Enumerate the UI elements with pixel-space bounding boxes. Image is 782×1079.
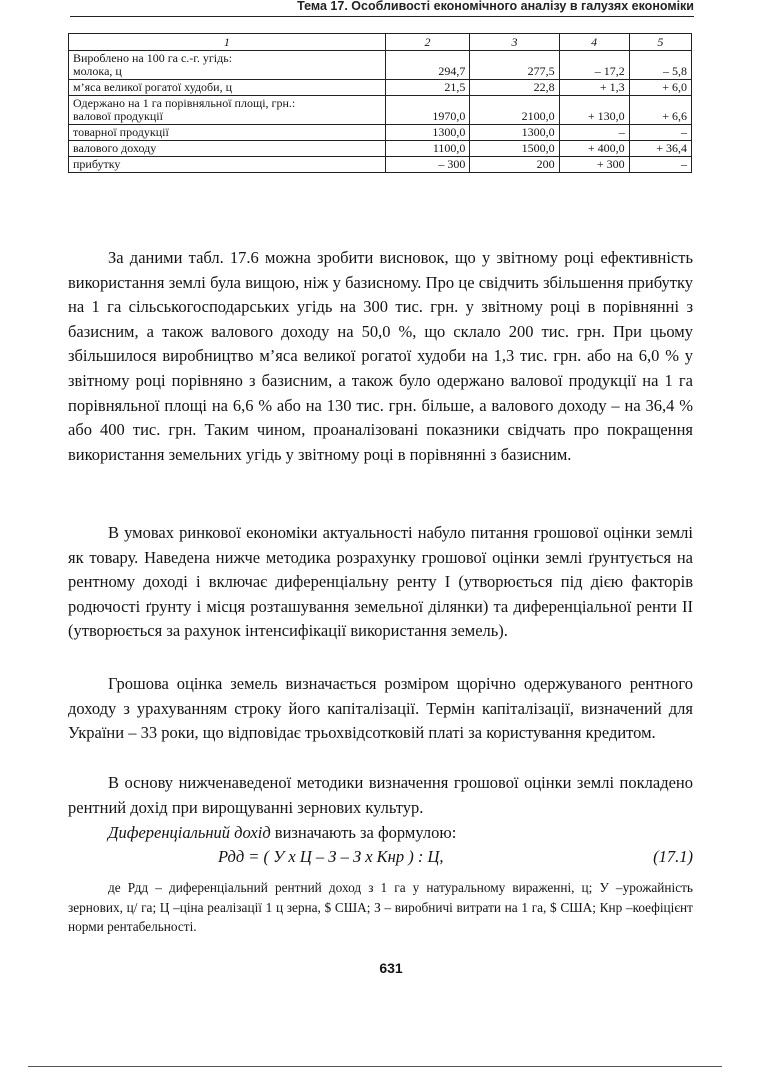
paragraph: Грошова оцінка земель визначається розміром щорічно одержуваного рентного доходу з урахуванням строку його капіталізації. Термін капіталізації, визначений для України – 33 роки, що відповідає трьохвідсотковій платі за користування кредитом. (68, 674, 693, 743)
row-value: 21,5 (385, 80, 470, 96)
row-value: – 17,2 (559, 51, 629, 80)
row-label-line: Вироблено на 100 га с.-г. угідь: (73, 51, 233, 65)
row-label (69, 51, 386, 80)
row-value: + 1,3 (559, 80, 629, 96)
row-label (69, 80, 386, 96)
row-value: 22,8 (470, 80, 559, 96)
table-row (69, 141, 692, 157)
row-label-line: м’яса великої рогатої худоби, ц (73, 80, 232, 94)
row-label-line: Одержано на 1 га порівняльної площі, грн.: (73, 96, 296, 110)
row-value: + 6,6 (629, 96, 691, 125)
table-header-row (69, 34, 692, 51)
paragraph: За даними табл. 17.6 можна зробити висновок, що у звітному році ефективність використання землі була вищою, ніж у базисному. Про це свідчить збільшення прибутку на 1 га сільськогосподарських угідь на 300 тис. грн. у звітному році в порівнянні з базисним, а також валового доходу на 50,0 %, що склало 200 тис. грн. При цьому збільшилося виробництво м’яса великої рогатої худоби на 1,3 тис. грн. або на 6,0 % у звітному році порівняно з базисним, а також було одержано валової продукції на 1 га порівняльної площі на 6,6 % або на 130 тис. грн. більше, а валового доходу – на 36,4 % або 400 тис. грн. Таким чином, проаналізовані показники свідчать про покращення використання земельних угідь у звітному році в порівнянні з базисним. (68, 248, 693, 464)
row-value: 200 (470, 157, 559, 173)
table-header-cell: 5 (629, 34, 691, 51)
row-label (69, 157, 386, 173)
row-value: 2100,0 (470, 96, 559, 125)
row-value: 1100,0 (385, 141, 470, 157)
formula-notes: де Рдд – диференціальний рентний доход з 1 га у натуральному вираженні, ц; У –урожайність зернових, ц/ га; Ц –ціна реалізації 1 ц зерна, $ США; З – виробничі витрати на 1 га, $ США; Кнр –коефіцієнт норми рентабельності. (68, 880, 693, 934)
row-value: + 130,0 (559, 96, 629, 125)
table-header-cell: 4 (559, 34, 629, 51)
row-value: – (629, 125, 691, 141)
row-label (69, 141, 386, 157)
page-number: 631 (379, 960, 403, 976)
formula-intro-rest: визначають за формулою: (270, 823, 457, 842)
row-label (69, 96, 386, 125)
table-header-cell: 1 (69, 34, 386, 51)
row-value: – 5,8 (629, 51, 691, 80)
formula: Рдд = ( У х Ц – З – З х Кнр ) : Ц, (218, 847, 444, 866)
row-label-line: валового доходу (73, 141, 157, 155)
paragraph: В умовах ринкової економіки актуальності набуло питання грошової оцінки землі як товару. Наведена нижче методика розрахунку грошової оцінки землі ґрунтується на рентному доході і включає диференціальну ренту I (утворюється під дією факторів родючості ґрунту і місця розташування земельної ділянки) та диференціальної ренти II (утворюється за рахунок інтенсифікації використання земель). (68, 523, 693, 641)
running-header: Тема 17. Особливості економічного аналізу в галузях економіки (70, 0, 694, 17)
row-value: 1300,0 (470, 125, 559, 141)
row-value: + 36,4 (629, 141, 691, 157)
row-label-line: прибутку (73, 157, 121, 171)
table-row (69, 80, 692, 96)
row-value: 1300,0 (385, 125, 470, 141)
row-value: – (629, 157, 691, 173)
table-header-cell: 3 (470, 34, 559, 51)
row-value: 294,7 (385, 51, 470, 80)
row-value: 277,5 (470, 51, 559, 80)
formula-intro-term: Диференціальний дохід (108, 823, 271, 842)
footer-rule (28, 1066, 722, 1067)
paragraph: В основу нижченаведеної методики визначення грошової оцінки землі покладено рентний дохід при вирощуванні зернових культур. (68, 773, 693, 817)
table-row (69, 51, 692, 80)
row-value: 1500,0 (470, 141, 559, 157)
table-header-cell: 2 (385, 34, 470, 51)
row-label (69, 125, 386, 141)
formula-intro (68, 821, 693, 846)
table-row (69, 125, 692, 141)
row-value: + 400,0 (559, 141, 629, 157)
row-value: + 300 (559, 157, 629, 173)
row-value: 1970,0 (385, 96, 470, 125)
row-value: – 300 (385, 157, 470, 173)
row-value: + 6,0 (629, 80, 691, 96)
formula-number: (17.1) (653, 847, 693, 866)
row-label-line: молока, ц (73, 64, 122, 78)
table-row (69, 96, 692, 125)
comparison-table (68, 33, 692, 173)
table-row (69, 157, 692, 173)
row-label-line: валової продукції (73, 109, 163, 123)
row-value: – (559, 125, 629, 141)
row-label-line: товарної продукції (73, 125, 169, 139)
